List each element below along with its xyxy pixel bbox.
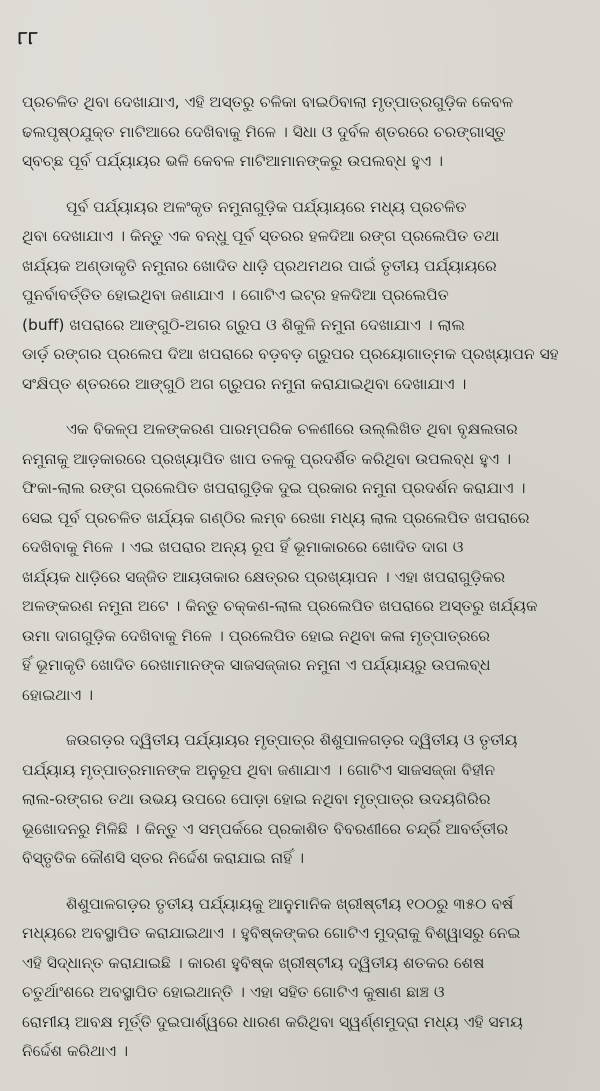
text-line: ଖର୍ଯ୍ୟକ ଅଣ୍ଡାକୃତି ନମୁନାର ଖୋଦିତ ଧାଡ଼ି ପ୍ରଥମଥର ପାଇଁ ତୃତୀୟ ପର୍ଯ୍ୟାୟରେ xyxy=(22,256,497,275)
paragraph-4 xyxy=(22,726,576,874)
text-line: ଖର୍ଯ୍ୟକ ଧାଡ଼ିରେ ସଜ୍ଜିତ ଆୟତାକାର କ୍ଷେତ୍ରର ପ୍ରଖ୍ୟାପନ । ଏହା ଖପରାଗୁଡ଼ିକର xyxy=(22,567,506,586)
text-line: ପୁନର୍ବାବର୍ତ୍ତିତ ହୋଇଥିବା ଜଣାଯାଏ । ଗୋଟିଏ ଇଟ୍ର ହଳଦିଆ ପ୍ରଲେପିତ xyxy=(22,286,449,304)
text-line: ପୂର୍ବ ପର୍ଯ୍ୟାୟର ଅଳଂକୃତ ନମୁନାଗୁଡ଼ିକ ପର୍ଯ୍ୟାୟରେ ମଧ୍ୟ ପ୍ରଚଳିତ xyxy=(66,197,467,216)
text-line: ପର୍ଯ୍ୟାୟ ମୃତ୍ପାତ୍ରମାନଙ୍କ ଅନୁରୂପ ଥିବା ଜଣାଯାଏ । ଗୋଟିଏ ସାଜସଜ୍ଜା ବିହୀନ xyxy=(22,760,496,779)
text-line: ହୋଇଥାଏ । xyxy=(22,685,94,704)
text-line: ଥିବା ଦେଖାଯାଏ । କିନ୍ତୁ ଏକ ବନ୍ଧୁ ପୂର୍ବ ସ୍ତରର ହଳଦିଆ ରଙ୍ଗ ପ୍ରଲେପିତ ତଥା xyxy=(22,227,500,245)
text-line: ଏକ ବିକଳ୍ପ ଅଳଙ୍କରଣ ପାରମ୍ପରିକ ଚଳଣୀରେ ଉଲ୍ଲିଖିତ ଥିବା ବୃକ୍ଷଲତାର xyxy=(66,420,518,438)
text-line: ନମୁନାକୁ ଆଡ଼କାରରେ ପ୍ରଖ୍ୟାପିତ ଖାପ ତଳକୁ ପ୍ରଦର୍ଶିତ କରିଥିବା ଉପଲବ୍ଧ ହୁଏ । xyxy=(22,449,512,468)
text-line: ଚତୁର୍ଥାଂଶରେ ଅବସ୍ଥାପିତ ହୋଇଥାନ୍ତି । ଏହା ସହିତ ଗୋଟିଏ କୁଷାଣ ଛାଞ୍ଚ ଓ xyxy=(22,983,445,1001)
text-line: ଡାର୍ଡ଼ ରଙ୍ଗର ପ୍ରଲେପ ଦିଆ ଖପରାରେ ବଡ଼ବଡ଼ ଗ୍ରୁପର ପ୍ରୟୋଗାତ୍ମକ ପ୍ରଖ୍ୟାପନ ସହ xyxy=(22,345,559,363)
paragraph-1 xyxy=(22,88,576,177)
text-line: ନିର୍ଦ୍ଦେଶ କରିଥାଏ । xyxy=(22,1042,129,1060)
text-line: ରୋମୀୟ ଆବକ୍ଷ ମୂର୍ତ୍ତି ଦୁଇପାର୍ଶ୍ୱରେ ଧାରଣ କରିଥିବା ସ୍ୱର୍ଣ୍ଣମୁଦ୍ରା ମଧ୍ୟ ଏହି ସମୟ xyxy=(22,1012,523,1031)
text-line: ଅଳଙ୍କରଣ ନମୁନା ଅଟେ । କିନ୍ତୁ ଚକ୍କଣ-ଲାଲ ପ୍ରଲେପିତ ଖପରାରେ ଅସ୍ତରୁ ଖର୍ଯ୍ୟକ xyxy=(22,597,538,615)
page-number: ୮୮ xyxy=(18,28,39,49)
paragraph-2 xyxy=(22,193,576,400)
text-line: ଉମା ଦାଗଗୁଡ଼ିକ ଦେଖିବାକୁ ମିଳେ । ପ୍ରଲେପିତ ହୋଇ ନଥିବା କଳା ମୃତ୍ପାତ୍ରରେ xyxy=(22,626,490,645)
text-line: ଢଲପୃଷ୍ଠଯୁକ୍ତ ମାଟିଆରେ ଦେଖିବାକୁ ମିଳେ । ସିଧା ଓ ଦୁର୍ବଳ ଶ୍ତରରେ ଚରଙ୍ଗାସ୍ତୁ xyxy=(22,122,506,141)
text-line: ଭୂଖୋଦନରୁ ମିଳିଛି । କିନ୍ତୁ ଏ ସମ୍ପର୍କରେ ପ୍ରକାଶିତ ବିବରଣୀରେ ଚନ୍ଦ୍ରିଁ ଆବର୍ତ୍ତୀର xyxy=(22,819,509,838)
text-line: ହିଁ ଭୂମାକୃତି ଖୋଦିତ ରେଖାମାନଙ୍କ ସାଜସଜ୍ଜାର ନମୁନା ଏ ପର୍ଯ୍ୟାୟରୁ ଉପଲବ୍ଧ xyxy=(22,656,491,674)
text-line: ଶିଶୁପାଳଗଡ଼ର ତୃତୀୟ ପର୍ଯ୍ୟାୟକୁ ଆନୁମାନିକ ଖ୍ରୀଷ୍ଟୀୟ ୧୦୦ରୁ ୩୫୦ ବର୍ଷ xyxy=(66,894,514,913)
text-line: ମଧ୍ୟରେ ଅବସ୍ଥାପିତ କରାଯାଇଥାଏ । ହୁବିଷ୍କଙ୍କର ଗୋଟିଏ ମୁଦ୍ରାକୁ ବିଶ୍ୱାସରୁ ନେଇ xyxy=(22,924,521,942)
paragraph-5 xyxy=(22,890,576,1067)
text-line: ସ୍ବଚ୍ଛ ପୂର୍ବ ପର୍ଯ୍ୟାୟର ଭଳି କେବଳ ମାଟିଆମାନଙ୍କରୁ ଉପଲବ୍ଧ ହୁଏ । xyxy=(22,152,444,170)
text-line: ବିସ୍ତୃତିକ କୌଣସି ସ୍ତର ନିର୍ଦ୍ଦେଶ କରାଯାଇ ନାହିଁ । xyxy=(22,849,305,867)
text-line: ଏହି ସିଦ୍ଧାନ୍ତ କରାଯାଇଛି । କାରଣ ହୁବିଷ୍କ ଖ୍ରୀଷ୍ଟୀୟ ଦ୍ୱିତୀୟ ଶତକର ଶେଷ xyxy=(22,953,485,972)
text-line: ପ୍ରଚଳିତ ଥିବା ଦେଖାଯାଏ, ଏହି ଅସ୍ତରୁ ଚଳିକା ବାଇଠିବାଲା ମୃତ୍ପାତ୍ରଗୁଡ଼ିକ କେବଳ xyxy=(22,93,514,111)
text-line: ସେଇ ପୂର୍ବ ପ୍ରଚଳିତ ଖର୍ଯ୍ୟକ ଗଣ୍ଠିର ଲମ୍ବ ରେଖା ମଧ୍ୟ ଲାଲ ପ୍ରଲେପିତ ଖପରାରେ xyxy=(22,508,530,527)
text-line: ଲାଲ-ରଙ୍ଗର ତଥା ଉଭୟ ଉପରେ ପୋଡ଼ା ହୋଇ ନଥିବା ମୃତ୍ପାତ୍ର ଉଦୟଗିରିର xyxy=(22,790,491,808)
text-line: ଫିକା-ଲାଲ ରଙ୍ଗ ପ୍ରଲେପିତ ଖପରାଗୁଡ଼ିକ ଦୁଇ ପ୍ରକାର ନମୁନା ପ୍ରଦର୍ଶନ କରାଯାଏ । xyxy=(22,479,526,497)
text-line: ସଂକ୍ଷିପ୍ତ ଶ୍ତରରେ ଆଙ୍ଗୁଠି ଅଗ ଗ୍ରୁପର ନମୁନା କରାଯାଇଥିବା ଦେଖାଯାଏ । xyxy=(22,374,467,393)
paragraph-3 xyxy=(22,415,576,710)
text-line: ଦେଖିବାକୁ ମିଳେ । ଏଇ ଖପରାର ଅନ୍ୟ ରୂପ ହିଁ ଭୂମାକାରରେ ଖୋଦିତ ଦାଗ ଓ xyxy=(22,538,464,556)
body-text xyxy=(22,88,576,1067)
text-line: (buff) ଖପରାରେ ଆଙ୍ଗୁଠି-ଅଗର ଗ୍ରୁପ ଓ ଶିକୁଳି ନମୁନା ଦେଖାଯାଏ । ଲାଲ xyxy=(22,315,465,334)
text-line: ଜଉଗଡ଼ର ଦ୍ୱିତୀୟ ପର୍ଯ୍ୟାୟର ମୃତ୍ପାତ୍ର ଶିଶୁପାଳଗଡ଼ର ଦ୍ୱିତୀୟ ଓ ତୃତୀୟ xyxy=(66,731,518,749)
